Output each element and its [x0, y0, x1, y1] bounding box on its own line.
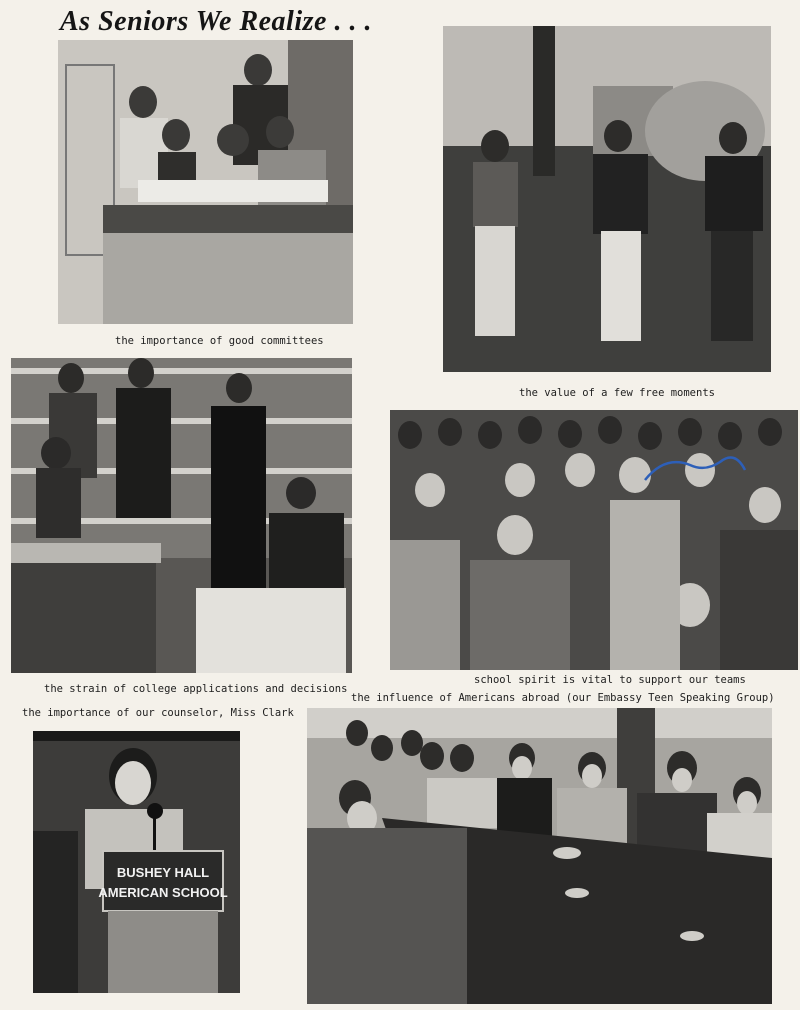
photo-school-spirit: [390, 410, 798, 670]
photo-embassy-group: [307, 708, 772, 1004]
caption-counselor: the importance of our counselor, Miss Clark: [22, 707, 294, 719]
caption-school-spirit: school spirit is vital to support our teams: [474, 674, 746, 686]
caption-americans-abroad: the influence of Americans abroad (our Embassy Teen Speaking Group): [351, 692, 775, 704]
podium-sign-line1: BUSHEY HALL: [116, 865, 210, 880]
photo-free-moments: [443, 26, 771, 372]
photo-college-applications: [11, 358, 352, 673]
caption-free-moments: the value of a few free moments: [519, 387, 715, 399]
caption-committees: the importance of good committees: [115, 335, 324, 347]
caption-college-applications: the strain of college applications and decisions: [44, 683, 348, 695]
photo-committees: [58, 40, 353, 324]
page-title: As Seniors We Realize . . .: [60, 6, 372, 37]
podium-sign-line2: AMERICAN SCHOOL: [98, 885, 228, 900]
photo-counselor: [33, 731, 240, 993]
